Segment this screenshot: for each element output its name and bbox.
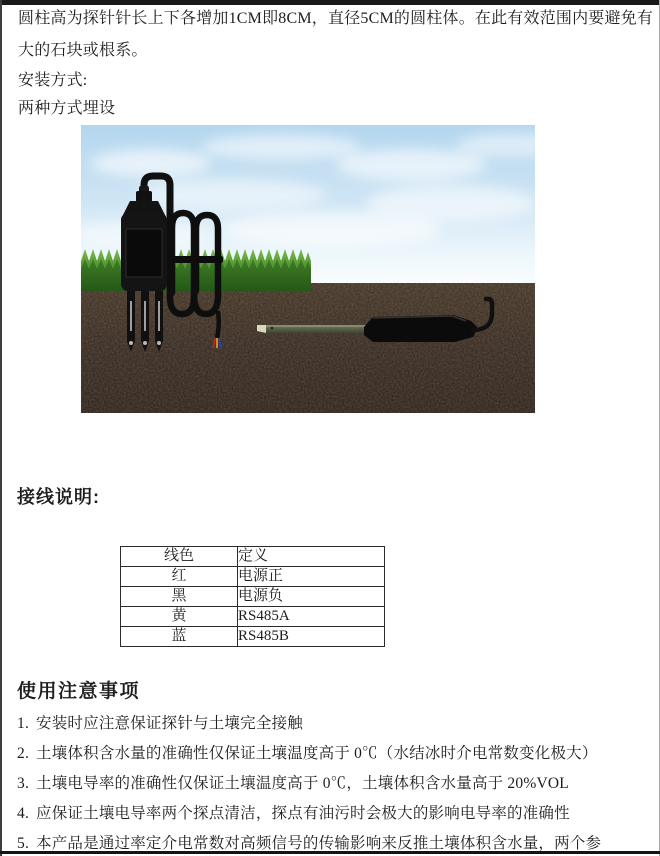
installation-method-label: 安装方式: — [18, 72, 88, 89]
note-item-4 — [17, 804, 570, 823]
wire-color-cell: 黄 — [121, 607, 238, 627]
note-item-5 — [17, 834, 601, 853]
note-number: 1. — [17, 715, 30, 732]
note-text: 安装时应注意保证探针与土壤完全接触 — [36, 715, 303, 732]
wire-definition-cell: 电源正 — [238, 567, 385, 587]
sensor-probes — [127, 291, 163, 352]
wire-definition-cell: RS485B — [238, 627, 385, 647]
wire-definition-cell: 电源负 — [238, 587, 385, 607]
note-text: 土壤体积含水量的准确性仅保证土壤温度高于 0℃（水结冰时介电常数变化极大） — [36, 745, 598, 762]
wire-color-cell: 蓝 — [121, 627, 238, 647]
wire-color-cell: 黑 — [121, 587, 238, 607]
col-header-definition: 定义 — [238, 547, 385, 567]
table-row — [121, 627, 385, 647]
note-text: 土壤电导率的准确性仅保证土壤温度高于 0℃，土壤体积含水量高于 20%VOL — [36, 775, 569, 792]
note-item-1 — [17, 714, 303, 733]
table-row — [121, 587, 385, 607]
note-number: 3. — [17, 775, 30, 792]
usage-notes-heading: 使用注意事项 — [17, 681, 141, 702]
wire-color-cell: 红 — [121, 567, 238, 587]
page-left-border — [0, 0, 2, 856]
note-text: 应保证土壤电导率两个探点清洁，探点有油污时会极大的影响电导率的准确性 — [36, 805, 570, 822]
intro-line-1: 圆柱高为探针针长上下各增加1CM即8CM，直径5CM的圆柱体。在此有效范围内要避免有 — [18, 10, 654, 27]
note-number: 2. — [17, 745, 30, 762]
note-item-2 — [17, 744, 598, 763]
wire-definition-cell: RS485A — [238, 607, 385, 627]
note-text: 本产品是通过率定介电常数对高频信号的传输影响来反推土壤体积含水量，两个参 — [36, 835, 602, 852]
burial-methods-label: 两种方式埋设 — [18, 100, 116, 117]
note-number: 4. — [17, 805, 30, 822]
col-header-wire-color: 线色 — [121, 547, 238, 567]
wiring-table-header-row — [121, 547, 385, 567]
table-row — [121, 607, 385, 627]
wiring-table — [120, 546, 385, 647]
intro-line-2: 大的石块或根系。 — [18, 42, 148, 59]
wiring-instructions-heading: 接线说明: — [17, 487, 100, 507]
note-number: 5. — [17, 835, 30, 852]
note-item-3 — [17, 774, 569, 793]
soil-sensor-illustration — [81, 125, 535, 413]
page-top-border — [0, 0, 660, 5]
table-row — [121, 567, 385, 587]
